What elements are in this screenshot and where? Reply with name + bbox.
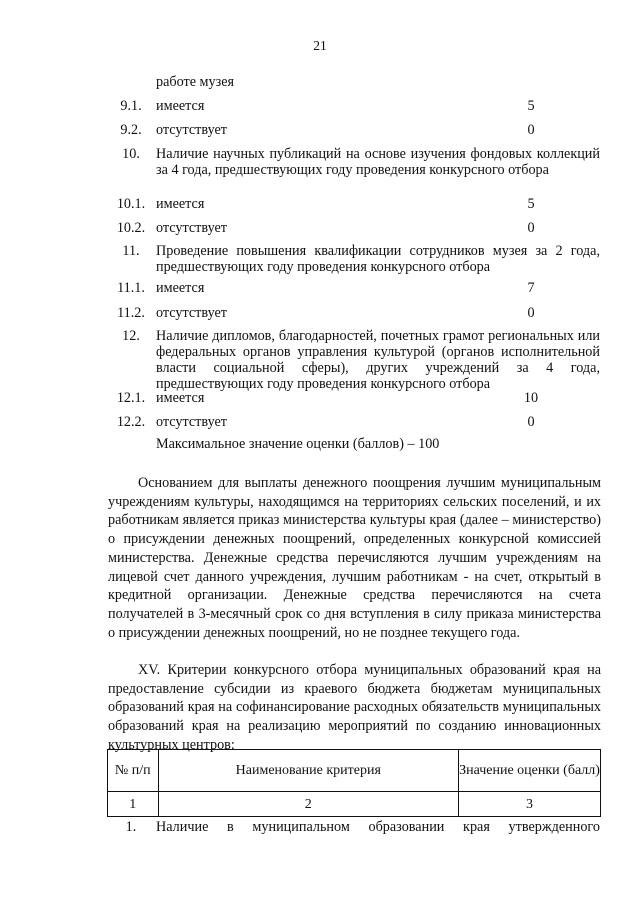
row-description: отсутствует (156, 220, 227, 236)
table-header-row (108, 750, 601, 792)
header-criterion-name: Наименование критерия (158, 750, 458, 792)
row-description: отсутствует (156, 122, 227, 138)
row-number: 1. (125, 819, 137, 835)
row-number: 11.2. (117, 305, 145, 321)
header-number: № п/п (108, 750, 159, 792)
row-description: отсутствует (156, 305, 227, 321)
payment-paragraph: Основанием для выплаты денежного поощрения лучшим муниципальным учреждениям культуры, находящимся на территориях сельских поселений, и их работникам является приказ министерства культуры края (далее – министерство) о присуждении денежных поощрений, определенных конкурсной комиссией министерства. Денежные средства перечисляются лучшим учреждениям на лицевой счет данного учреждения, лучшим работникам - на счет, открытый в кредитной организации. Денежные средства перечисляются на счета получателей в 3-месячный срок со дня вступления в силу приказа министерства о присуждении денежных поощрений, но не позднее текущего года. (108, 475, 601, 641)
row-description: Наличие научных публикаций на основе изучения фондовых коллекций за 4 года, предшествующих году проведения конкурсного отбора (156, 146, 600, 178)
row-description: Наличие в муниципальном образовании края утвержденного (156, 819, 600, 835)
header-score-value: Значение оценки (балл) (459, 750, 601, 792)
row-description: имеется (156, 280, 205, 296)
row-score: 0 (527, 414, 535, 430)
row-number: 12. (122, 328, 140, 344)
row-score: 0 (527, 122, 535, 138)
table-index-row (108, 792, 601, 817)
column-index: 2 (158, 792, 458, 817)
row-number: 10.2. (116, 220, 146, 236)
row-number: 9.1. (120, 98, 142, 114)
row-description: отсутствует (156, 414, 227, 430)
row-score: 5 (527, 98, 535, 114)
row-description: имеется (156, 98, 205, 114)
row-description: работе музея (156, 74, 235, 90)
page-number: 21 (313, 38, 327, 53)
section-heading-paragraph: XV. Критерии конкурсного отбора муниципальных образований края на предоставление субсидии из краевого бюджета бюджетам муниципальных образований края на софинансирование расходных обязательств муниципальных образований края на реализацию мероприятий по созданию инновационных культурных центров: (108, 662, 601, 753)
row-score: 10 (523, 390, 539, 406)
row-number: 10. (122, 146, 140, 162)
row-number: 10.1. (116, 196, 146, 212)
row-number: 11.1. (117, 280, 145, 296)
row-number: 12.2. (116, 414, 146, 430)
row-number: 12.1. (116, 390, 146, 406)
row-description: имеется (156, 196, 205, 212)
max-score-line: Максимальное значение оценки (баллов) – 100 (156, 436, 440, 452)
row-description: Проведение повышения квалификации сотрудников музея за 2 года, предшествующих году проведения конкурсного отбора (156, 243, 600, 275)
row-score: 7 (527, 280, 535, 296)
column-index: 1 (108, 792, 159, 817)
row-score: 0 (527, 220, 535, 236)
row-description: имеется (156, 390, 205, 406)
criteria-table (107, 749, 601, 817)
row-number: 9.2. (120, 122, 142, 138)
row-description: Наличие дипломов, благодарностей, почетных грамот региональных или федеральных органов управления культурой (органов исполнительной власти социальной сферы), других учреждений за 4 года, предшествующих году проведения конкурсного отбора (156, 328, 600, 392)
row-score: 5 (527, 196, 535, 212)
column-index: 3 (459, 792, 601, 817)
row-score: 0 (527, 305, 535, 321)
row-number: 11. (122, 243, 140, 259)
